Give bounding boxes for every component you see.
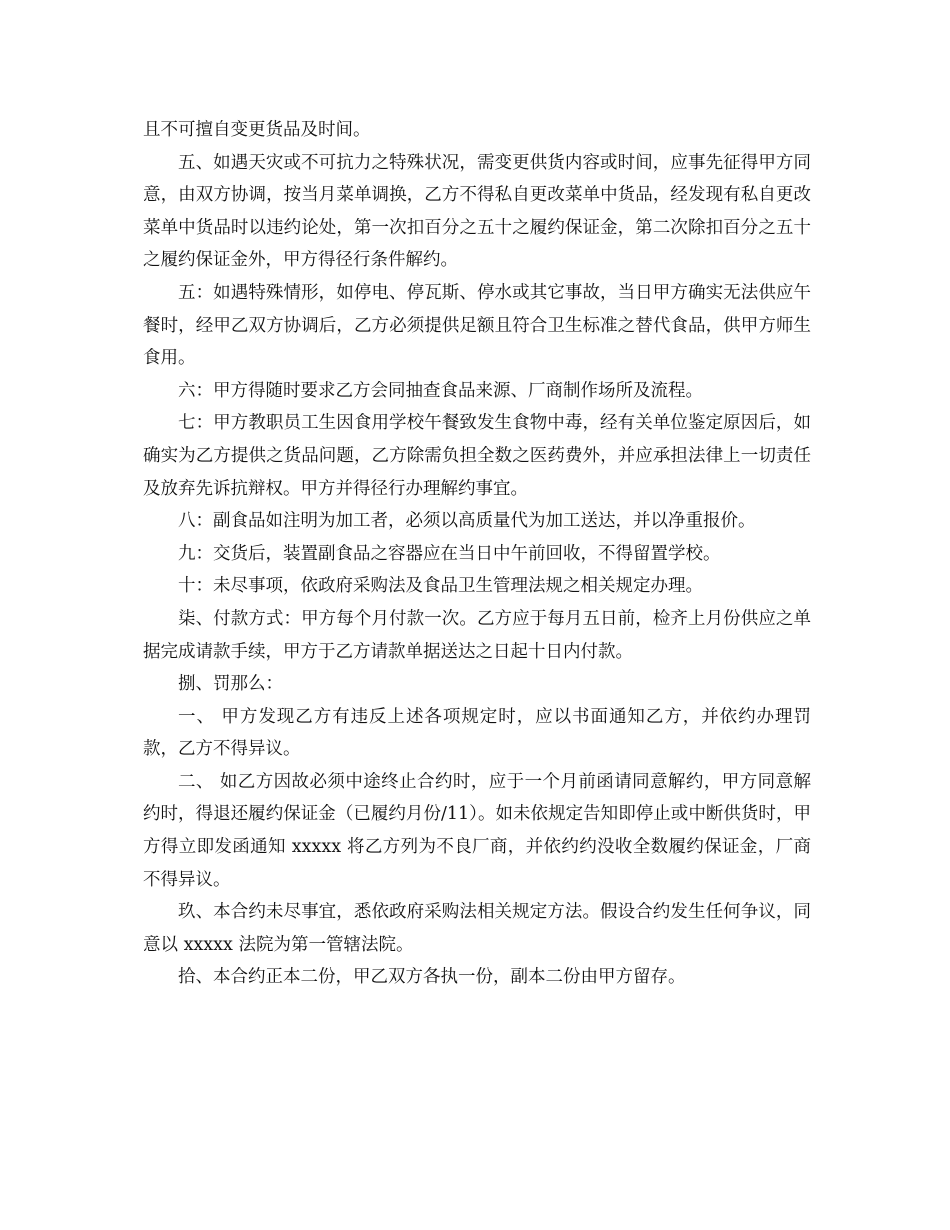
paragraph-clause-10: 十：未尽事项，依政府采购法及食品卫生管理法规之相关规定办理。 <box>178 576 703 597</box>
paragraph-clause-9: 九：交货后，装置副食品之容器应在当日中午前回收，不得留置学校。 <box>178 543 721 564</box>
paragraph-clause-7: 七：甲方教职员工生因食用学校午餐致发生食物中毒，经有关单位鉴定原因后，如确实为乙方提供之货品问题，乙方除需负担全数之医药费外，并应承担法律上一切责任及放弃先诉抗辩权。甲方并得径行办理解约事宜。 <box>143 413 811 499</box>
paragraph-copies: 拾、本合约正本二份，甲乙双方各执一份，副本二份由甲方留存。 <box>178 967 686 988</box>
paragraph-clause-5-special-circumstances: 五：如遇特殊情形，如停电、停瓦斯、停水或其它事故，当日甲方确实无法供应午餐时，经甲乙双方协调后，乙方必须提供足额且符合卫生标准之替代食品，供甲方师生食用。 <box>143 282 811 369</box>
paragraph-clause-5-force-majeure: 五、如遇天灾或不可抗力之特殊状况，需变更供货内容或时间，应事先征得甲方同意，由双方协调，按当月菜单调换，乙方不得私自更改菜单中货品，经发现有私自更改菜单中货品时以违约论处，第一次扣百分之五十之履约保证金，第二次除扣百分之五十之履约保证金外，甲方得径行条件解约。 <box>143 152 811 271</box>
paragraph-payment-method: 柒、付款方式：甲方每个月付款一次。乙方应于每月五日前，检齐上月份供应之单据完成请款手续，甲方于乙方请款单据送达之日起十日内付款。 <box>143 608 811 662</box>
paragraph-clause-8: 八：副食品如注明为加工者，必须以高质量代为加工送达，并以净重报价。 <box>178 511 756 532</box>
document-page <box>143 114 811 994</box>
paragraph-penalty-1: 一、 甲方发现乙方有违反上述各项规定时，应以书面通知乙方，并依约办理罚款，乙方不得异议。 <box>143 706 811 760</box>
paragraph-jurisdiction: 玖、本合约未尽事宜，悉依政府采购法相关规定方法。假设合约发生任何争议，同意以 xxxxx 法院为第一管辖法院。 <box>143 902 811 955</box>
paragraph-clause-6: 六：甲方得随时要求乙方会同抽查食品来源、厂商制作场所及流程。 <box>178 380 703 401</box>
paragraph-continuation: 且不可擅自变更货品及时间。 <box>143 120 371 140</box>
paragraph-penalty-2: 二、 如乙方因故必须中途终止合约时，应于一个月前函请同意解约，甲方同意解约时，得退还履约保证金（已履约月份/11）。如未依规定告知即停止或中断供货时，甲方得立即发函通知 xxxxx 将乙方列为不良厂商，并依约约没收全数履约保证金，厂商不得异议。 <box>143 771 811 890</box>
paragraph-penalties-heading: 捌、罚那么： <box>178 674 283 695</box>
